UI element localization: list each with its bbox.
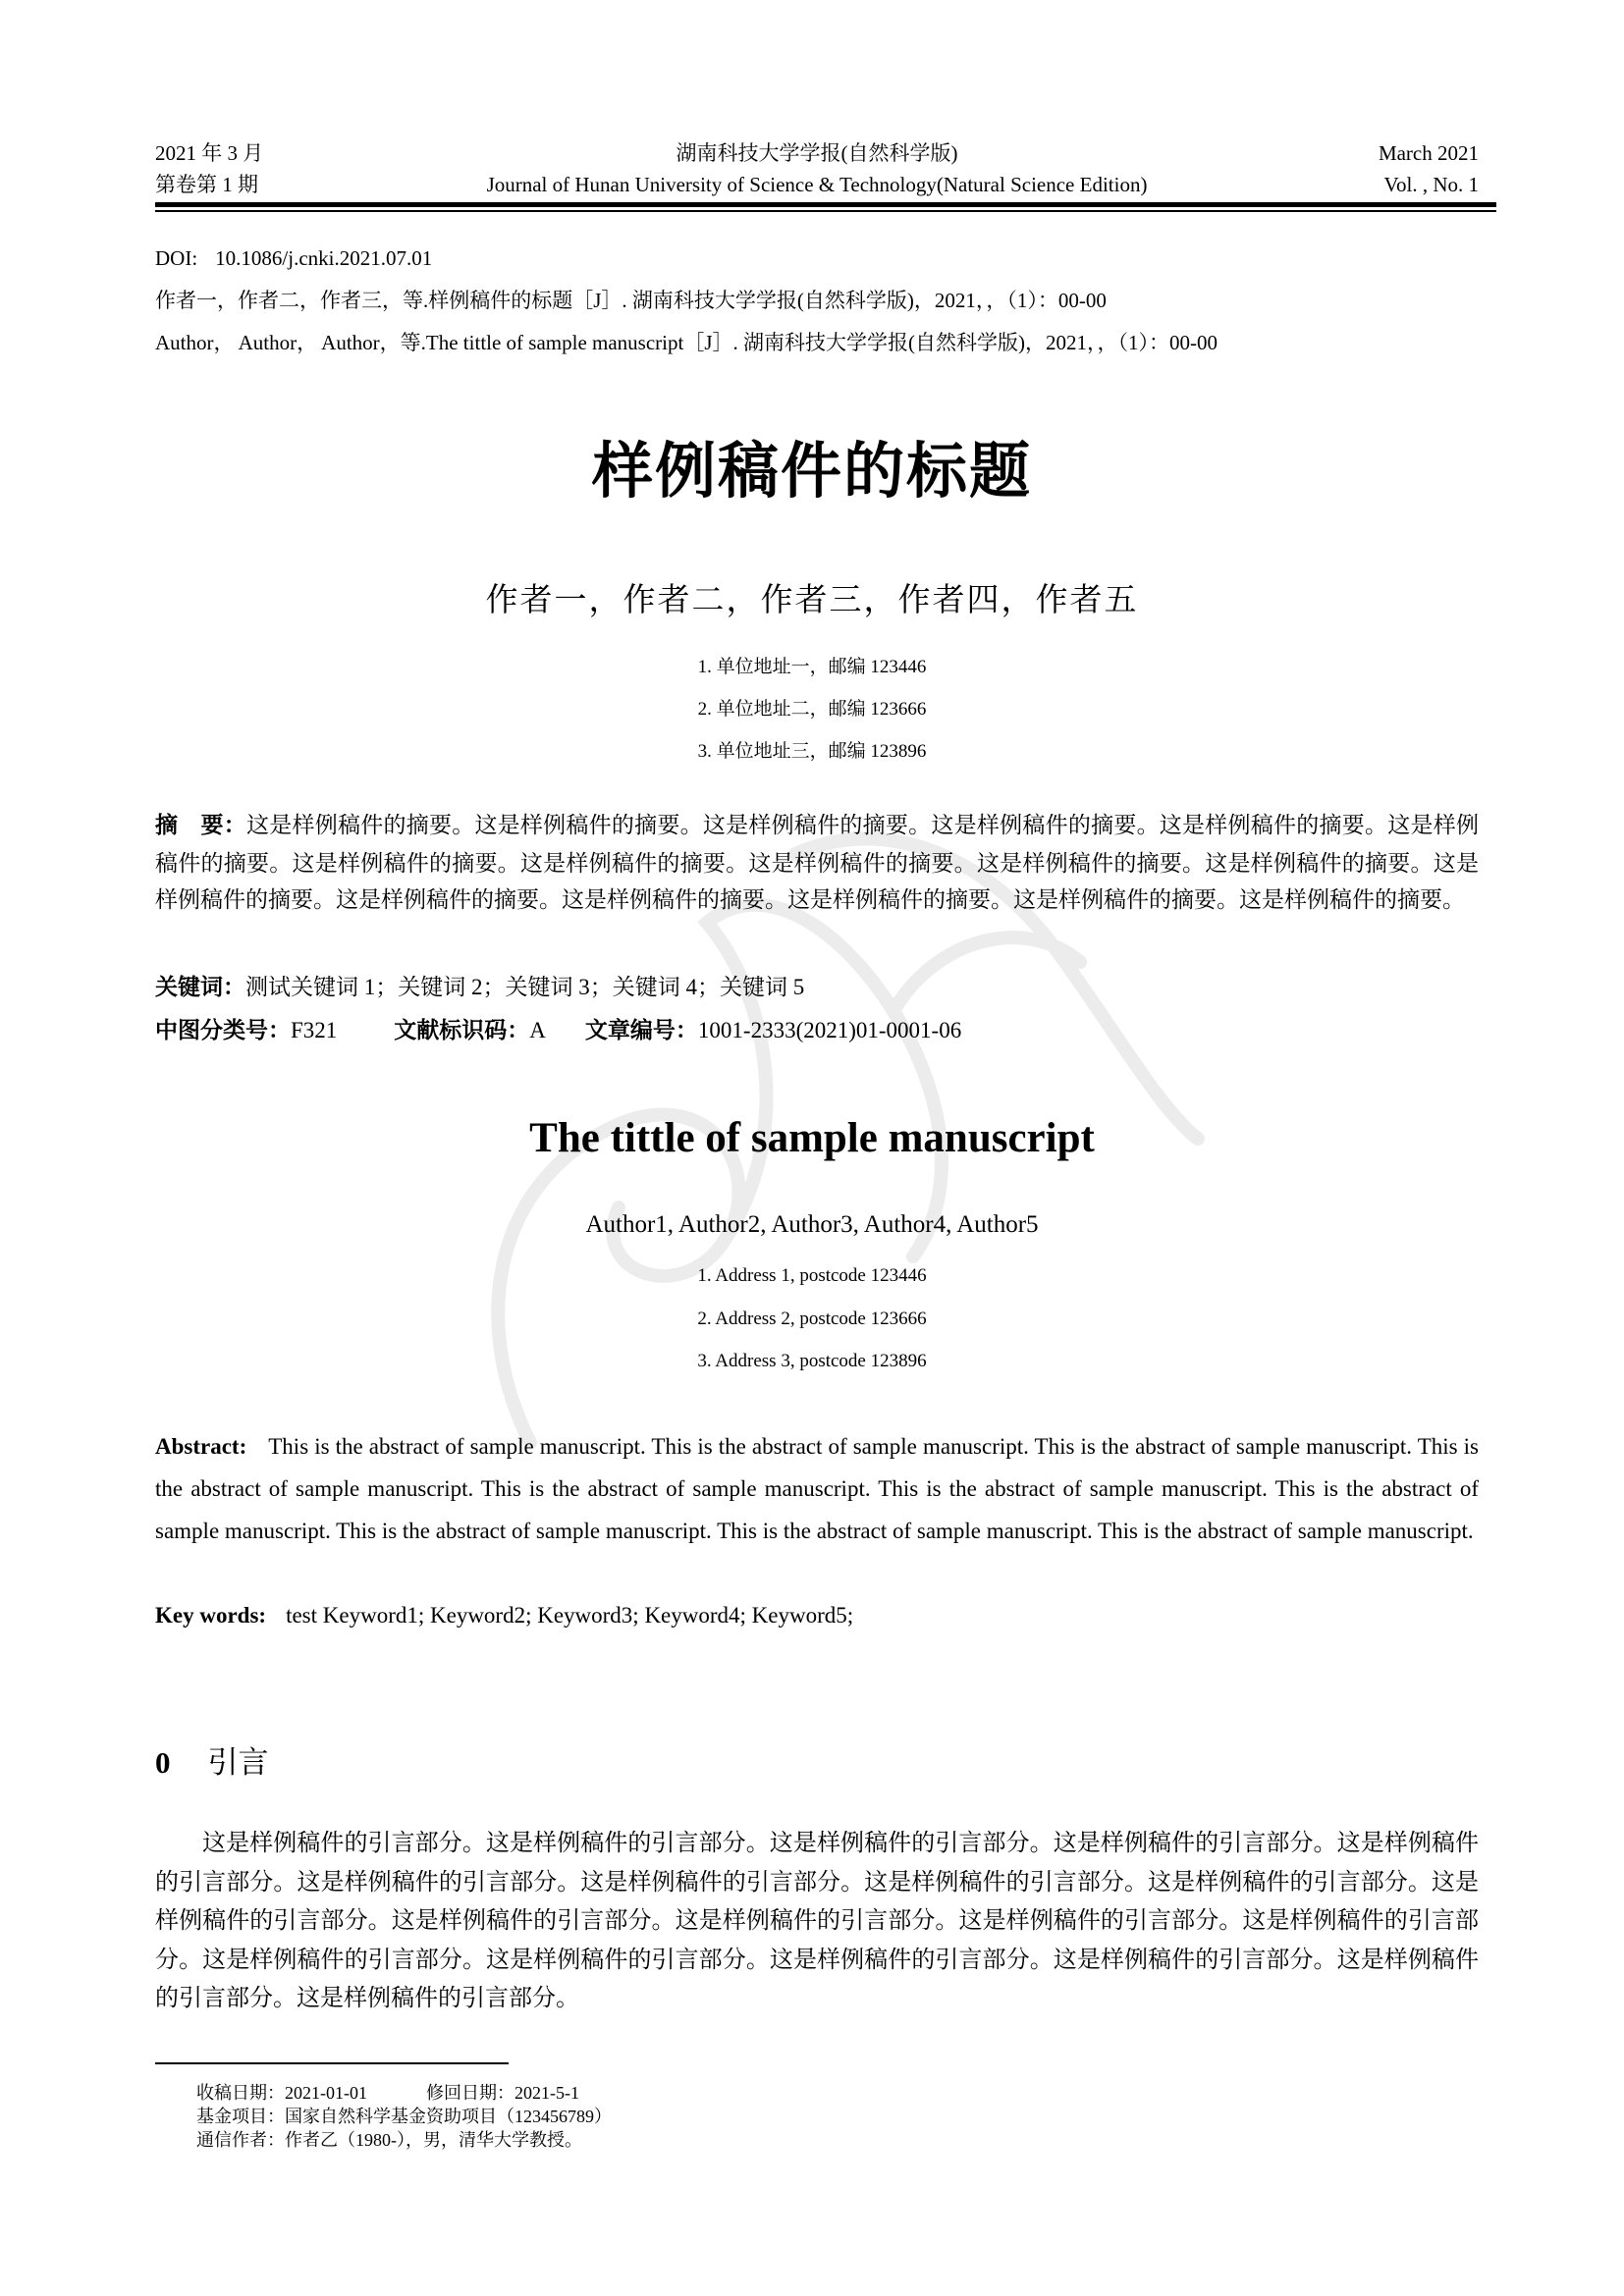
fund-label: 基金项目：: [196, 2107, 285, 2126]
footnote: [196, 2081, 612, 2152]
doc-code-value: A: [529, 1018, 546, 1042]
footnote-rule: [155, 2062, 509, 2064]
issue-volume-cn: 第卷第 1 期: [155, 173, 258, 196]
issue-info-en: [1379, 137, 1479, 200]
section-heading: [155, 1737, 269, 1782]
header-rule-thin: [155, 210, 1496, 212]
cn-abstract-text: 这是样例稿件的摘要。这是样例稿件的摘要。这是样例稿件的摘要。这是样例稿件的摘要。这是样例稿件的摘要。这是样例稿件的摘要。这是样例稿件的摘要。这是样例稿件的摘要。这是样例稿件的摘要。这是样例稿件的摘要。这是样例稿件的摘要。这是样例稿件的摘要。这是样例稿件的摘要。这是样例稿件的摘要。这是样例稿件的摘要。这是样例稿件的摘要。这是样例稿件的摘要。: [155, 813, 1480, 912]
doc-code-label: 文献标识码：: [394, 1018, 530, 1043]
clc-value: F321: [291, 1018, 338, 1042]
cn-reference: 作者一，作者二，作者三，等.样例稿件的标题［J］. 湖南科技大学学报(自然科学版)，2021，，（1）：00-00: [155, 289, 1107, 312]
cn-authors: 作者一，作者二，作者三，作者四，作者五: [485, 583, 1139, 618]
running-header: [155, 137, 1479, 200]
article-no-value: 1001-2333(2021)01-0001-06: [697, 1018, 962, 1042]
cn-affiliation-3: 3. 单位地址三，邮编 123896: [697, 741, 927, 762]
cn-paper-title: 样例稿件的标题: [591, 435, 1032, 507]
cn-affiliation-2: 2. 单位地址二，邮编 123666: [697, 699, 927, 720]
cn-keywords: [155, 969, 1479, 1006]
issue-date-en: March 2021: [1378, 141, 1479, 165]
doi-label: DOI:: [155, 246, 198, 270]
journal-name: [155, 137, 1479, 200]
cn-abstract: [155, 807, 1479, 919]
classification-row: [155, 1012, 1479, 1049]
header-rule-thick: [155, 202, 1496, 207]
footnote-dates: [196, 2081, 612, 2105]
article-no-label: 文章编号：: [584, 1018, 698, 1043]
section-title: 引言: [207, 1745, 269, 1780]
issue-volume-en: Vol. , No. 1: [1383, 173, 1479, 196]
journal-name-en: Journal of Hunan University of Science & Technology(Natural Science Edition): [486, 173, 1148, 196]
issue-date-cn: 2021 年 3 月: [155, 141, 264, 165]
en-affiliation-1: 1. Address 1, postcode 123446: [697, 1265, 927, 1286]
en-keywords-label: Key words:: [155, 1603, 267, 1628]
doi-line: [155, 238, 1218, 280]
cn-affiliations: [0, 646, 1624, 773]
en-keywords-text: test Keyword1; Keyword2; Keyword3; Keyword4; Keyword5;: [286, 1603, 854, 1628]
journal-name-cn: 湖南科技大学学报(自然科学版): [676, 141, 958, 165]
citation-block: [155, 238, 1218, 364]
fund-value: 国家自然科学基金资助项目（123456789）: [285, 2107, 612, 2126]
received-label: 收稿日期：: [196, 2083, 285, 2103]
en-affiliations: [0, 1255, 1624, 1383]
revised-label: 修回日期：: [426, 2083, 514, 2103]
en-paper-title: The tittle of sample manuscript: [529, 1115, 1095, 1161]
en-reference: Author， Author， Author，等.The tittle of sample manuscript［J］. 湖南科技大学学报(自然科学版)，2021，，（1）：00-00: [155, 331, 1218, 354]
section-number: 0: [155, 1745, 171, 1780]
cn-affiliation-1: 1. 单位地址一，邮编 123446: [697, 657, 927, 677]
clc-label: 中图分类号：: [155, 1018, 291, 1043]
received-value: 2021-01-01: [285, 2083, 367, 2103]
corresponding-label: 通信作者：: [196, 2130, 285, 2150]
cn-keywords-label: 关键词：: [155, 975, 245, 1000]
cn-keywords-text: 测试关键词 1；关键词 2；关键词 3；关键词 4；关键词 5: [245, 975, 805, 999]
en-affiliation-3: 3. Address 3, postcode 123896: [697, 1351, 927, 1371]
cn-abstract-label: 摘 要：: [155, 813, 246, 838]
en-affiliation-2: 2. Address 2, postcode 123666: [697, 1308, 927, 1329]
footnote-fund: [196, 2105, 612, 2128]
section-body: 这是样例稿件的引言部分。这是样例稿件的引言部分。这是样例稿件的引言部分。这是样例稿件的引言部分。这是样例稿件的引言部分。这是样例稿件的引言部分。这是样例稿件的引言部分。这是样例稿件的引言部分。这是样例稿件的引言部分。这是样例稿件的引言部分。这是样例稿件的引言部分。这是样例稿件的引言部分。这是样例稿件的引言部分。这是样例稿件的引言部分。这是样例稿件的引言部分。这是样例稿件的引言部分。这是样例稿件的引言部分。这是样例稿件的引言部分。这是样例稿件的引言部分。这是样例稿件的引言部分。: [155, 1829, 1479, 2012]
en-abstract-text: This is the abstract of sample manuscript. This is the abstract of sample manuscript. This is the abstract of sample manuscript. This is the abstract of sample manuscript. This is the abstract of sample manuscript. This is the abstract of sample manuscript. This is the abstract of sample manuscript. This is the abstract of sample manuscript. This is the abstract of sample manuscript. This is the abstract of sample manuscript.: [155, 1434, 1479, 1543]
footnote-corresponding: [196, 2128, 612, 2152]
revised-value: 2021-5-1: [514, 2083, 579, 2103]
corresponding-value: 作者乙（1980-），男，清华大学教授。: [285, 2130, 582, 2150]
en-abstract-label: Abstract:: [155, 1434, 247, 1459]
en-keywords: [155, 1594, 853, 1636]
en-abstract: [155, 1425, 1479, 1552]
en-authors: Author1, Author2, Author3, Author4, Author5: [585, 1211, 1039, 1238]
doi-value[interactable]: 10.1086/j.cnki.2021.07.01: [215, 246, 433, 270]
